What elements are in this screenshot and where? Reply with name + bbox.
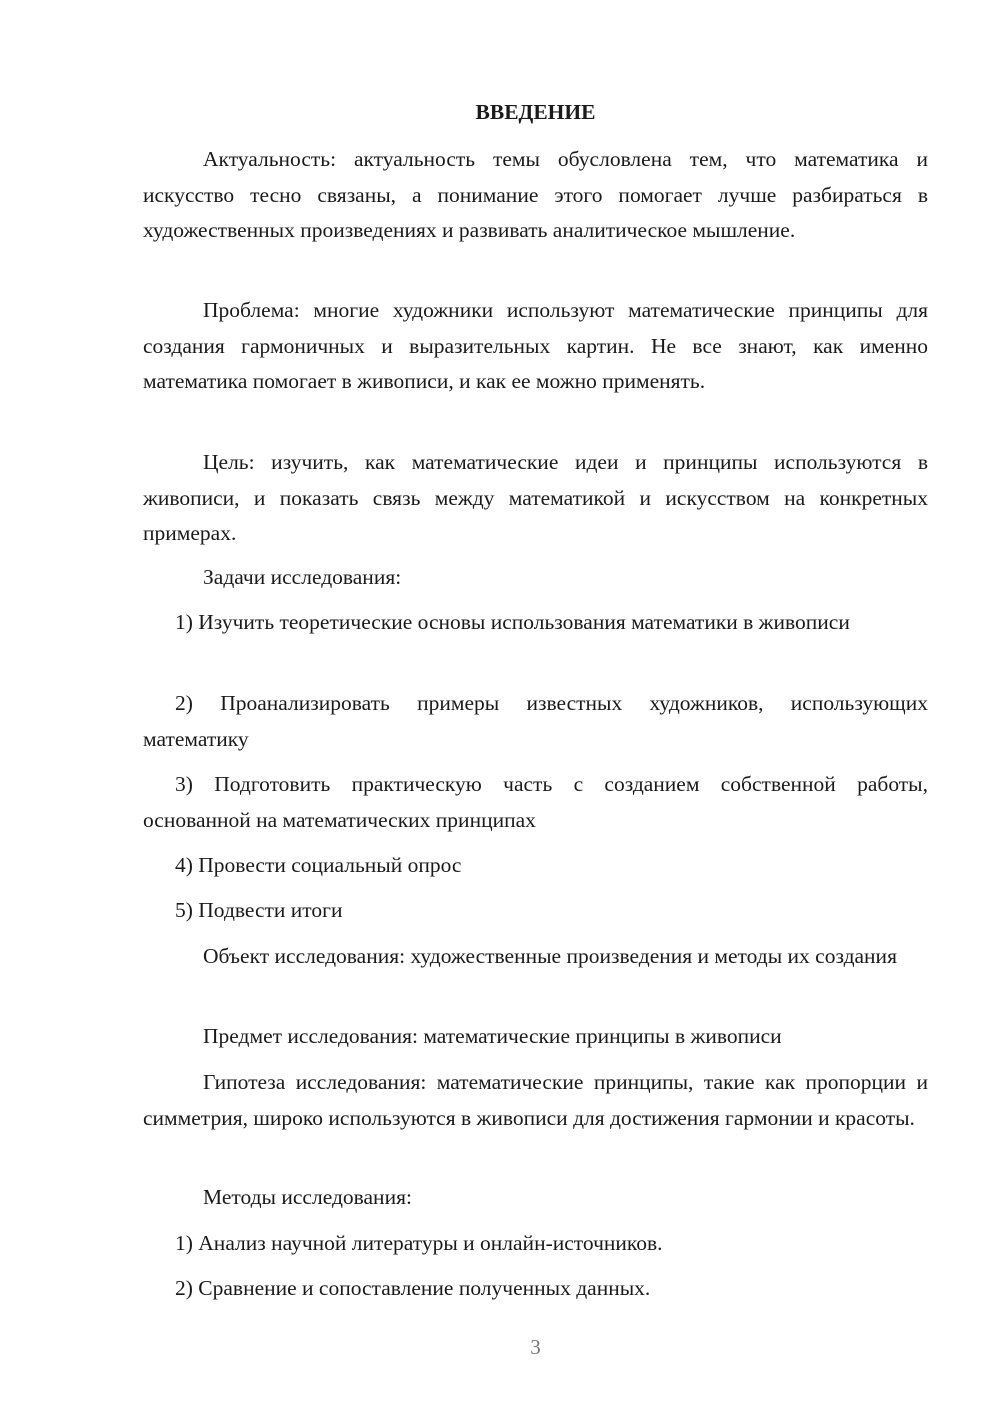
method-item-2: 2) Сравнение и сопоставление полученных данных. (175, 1276, 651, 1300)
problem-paragraph: Проблема: многие художники используют математические принципы для создания гармоничных и выразительных картин. Не все знают, как именно математика помогает в живописи, и как ее можно применять. (143, 298, 928, 393)
page-number: 3 (530, 1335, 541, 1359)
tasks-heading: Задачи исследования: (203, 565, 402, 589)
goal-paragraph: Цель: изучить, как математические идеи и принципы используются в живописи, и показать связь между математикой и искусством на конкретных примерах. (143, 450, 928, 545)
method-item-1: 1) Анализ научной литературы и онлайн-источников. (175, 1231, 663, 1255)
task-item-3: 3) Подготовить практическую часть с созданием собственной работы, основанной на математических принципах (143, 772, 928, 832)
task-item-2: 2) Проанализировать примеры известных художников, использующих математику (143, 691, 928, 751)
object-paragraph: Объект исследования: художественные произведения и методы их создания (203, 944, 897, 968)
task-item-1: 1) Изучить теоретические основы использования математики в живописи (175, 610, 850, 634)
subject-paragraph: Предмет исследования: математические принципы в живописи (203, 1024, 782, 1048)
hypothesis-paragraph: Гипотеза исследования: математические принципы, такие как пропорции и симметрия, широко используются в живописи для достижения гармонии и красоты. (143, 1070, 928, 1130)
relevance-paragraph: Актуальность: актуальность темы обусловлена тем, что математика и искусство тесно связаны, а понимание этого помогает лучше разбираться в художественных произведениях и развивать аналитическое мышление. (143, 147, 928, 242)
page-title: ВВЕДЕНИЕ (475, 100, 596, 124)
task-item-4: 4) Провести социальный опрос (175, 853, 462, 877)
methods-heading: Методы исследования: (203, 1185, 412, 1209)
task-item-5: 5) Подвести итоги (175, 898, 343, 922)
